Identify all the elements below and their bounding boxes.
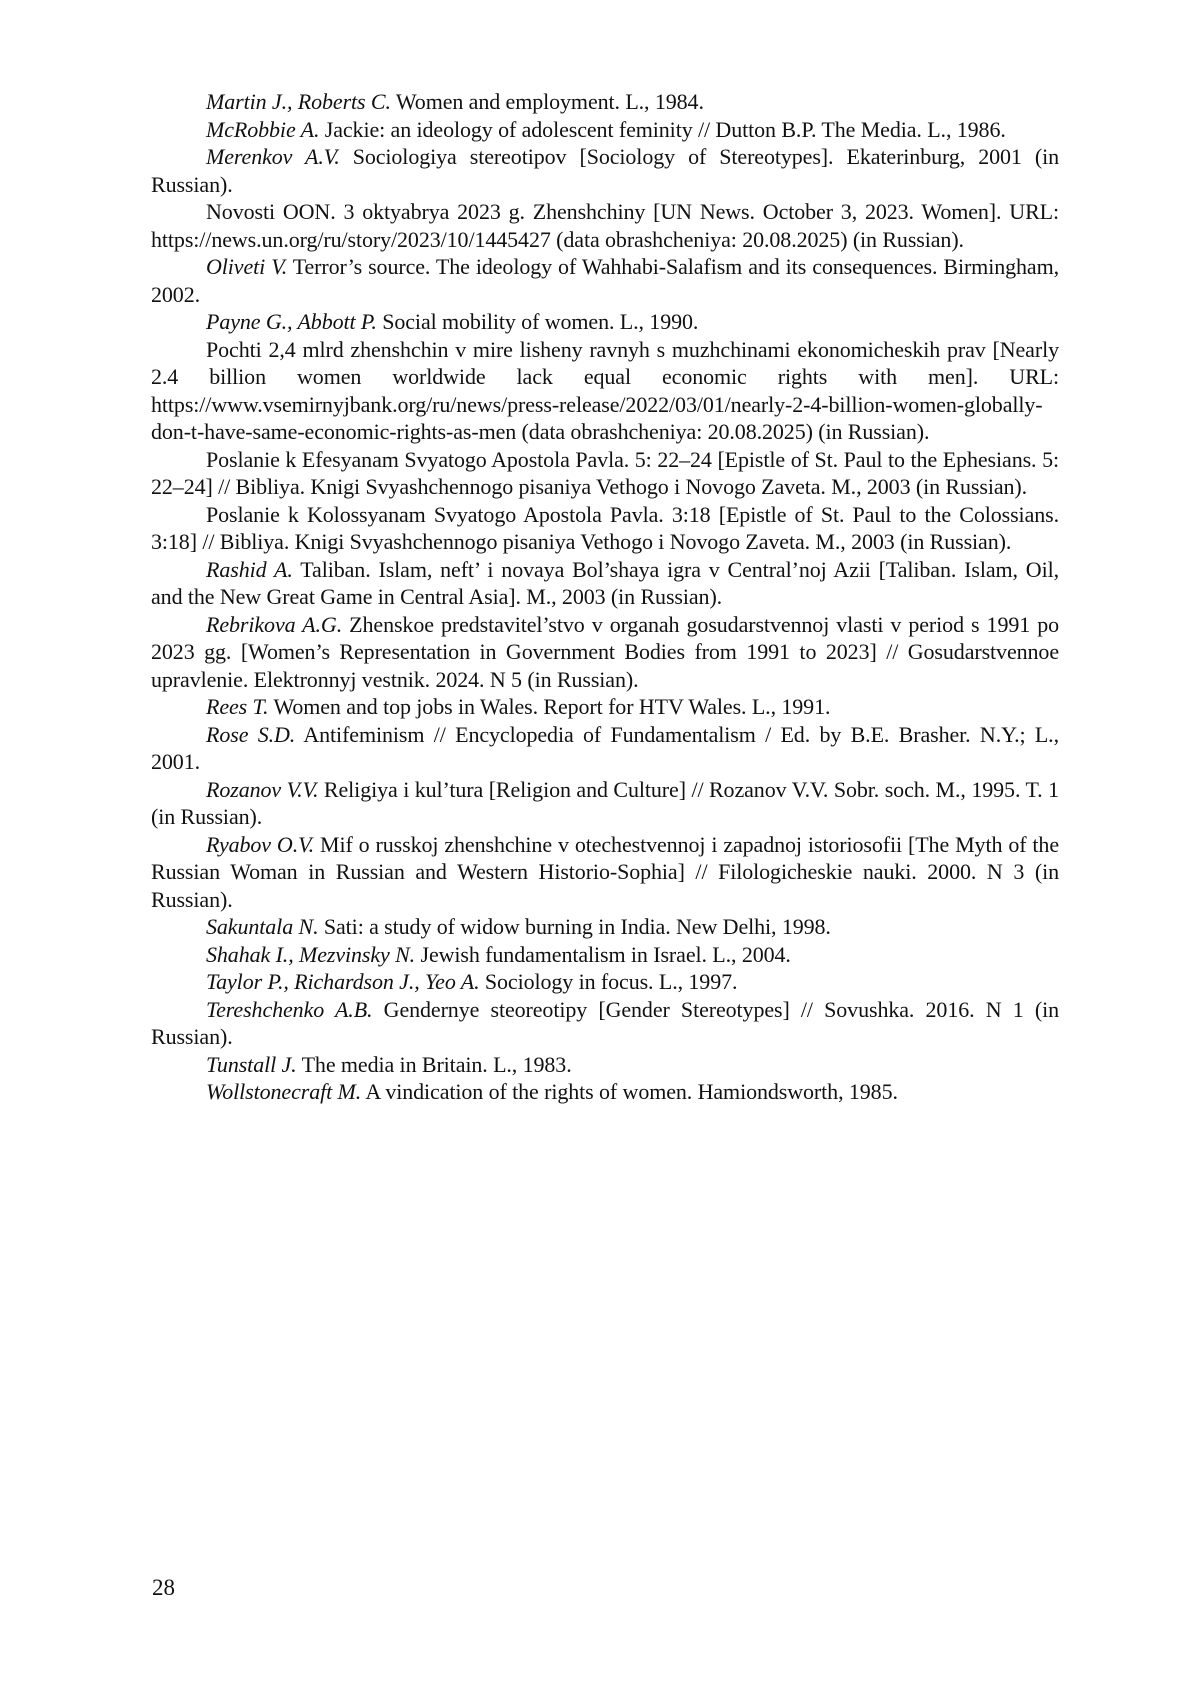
reference-entry xyxy=(151,143,1059,198)
reference-text: Jewish fundamentalism in Israel. L., 2004. xyxy=(415,941,791,967)
reference-entry xyxy=(151,996,1059,1051)
reference-author: Tereshchenko A.B. xyxy=(206,996,373,1022)
reference-entry xyxy=(151,611,1059,694)
reference-entry xyxy=(151,1051,1059,1079)
reference-entry xyxy=(151,1078,1059,1106)
reference-entry xyxy=(151,116,1059,144)
reference-entry xyxy=(151,308,1059,336)
references-list xyxy=(151,88,1059,1106)
reference-text: Poslanie k Kolossyanam Svyatogo Apostola Pavla. 3:18 [Epistle of St. Paul to the Colossians. 3:18] // Bibliya. Knigi Svyashchennogo pisaniya Vethogo i Novogo Zaveta. M., 2003 (in Russian). xyxy=(151,501,1059,554)
reference-text: Gendernye steoreotipy [Gender Stereotypes] // Sovushka. 2016. N 1 (in Russian). xyxy=(151,996,1059,1049)
reference-author: Payne G., Abbott P. xyxy=(206,309,377,334)
reference-text: The media in Britain. L., 1983. xyxy=(296,1051,572,1077)
reference-text: Taliban. Islam, neft’ i novaya Bol’shaya igra v Central’noj Azii [Taliban. Islam, Oil, and the New Great Game in Central Asia]. M., 2003 (in Russian). xyxy=(151,556,1059,609)
reference-text: Mif o russkoj zhenshchine v otechestvennoj i zapadnoj istoriosofii [The Myth of the Russian Woman in Russian and Western Historio-Sophia] // Filologicheskie nauki. 2000. N 3 (in Russian). xyxy=(151,831,1059,912)
reference-author: Rees T. xyxy=(206,694,269,719)
reference-author: Tunstall J. xyxy=(206,1051,297,1077)
reference-text: Religiya i kul’tura [Religion and Culture] // Rozanov V.V. Sobr. soch. M., 1995. T. 1 (in Russian). xyxy=(151,776,1059,829)
reference-text: Antifeminism // Encyclopedia of Fundamentalism / Ed. by B.E. Brasher. N.Y.; L., 2001. xyxy=(151,721,1059,774)
reference-author: Wollstonecraft M. xyxy=(206,1079,362,1104)
reference-entry xyxy=(151,336,1059,446)
reference-entry xyxy=(151,776,1059,831)
reference-text: Sociology in focus. L., 1997. xyxy=(479,969,738,994)
reference-entry xyxy=(151,693,1059,721)
reference-author: Shahak I., Mezvinsky N. xyxy=(206,941,416,967)
reference-text: Women and top jobs in Wales. Report for HTV Wales. L., 1991. xyxy=(268,694,831,719)
reference-author: Martin J., Roberts C. xyxy=(206,89,391,114)
page-number: 28 xyxy=(152,1575,175,1600)
reference-entry xyxy=(151,198,1059,253)
reference-author: Ryabov O.V. xyxy=(206,831,315,857)
reference-text: Pochti 2,4 mlrd zhenshchin v mire lisheny ravnyh s muzhchinami ekonomicheskih prav [Nearly 2.4 billion women worldwide lack equal economic rights with men]. URL: https://www.vsemirnyjbank.org/ru/news/press-release/2022/03/01/nearly-2-4-billion-women-globally-don-t-have-same-economic-rights-as-men (data obrashcheniya: 20.08.2025) (in Russian). xyxy=(151,336,1059,444)
reference-author: Sakuntala N. xyxy=(206,914,319,939)
reference-text: Novosti OON. 3 oktyabrya 2023 g. Zhenshchiny [UN News. October 3, 2023. Women]. URL: https://news.un.org/ru/story/2023/10/1445427 (data obrashcheniya: 20.08.2025) (in Russian). xyxy=(151,199,1059,252)
reference-text: Social mobility of women. L., 1990. xyxy=(376,309,699,334)
reference-text: A vindication of the rights of women. Hamiondsworth, 1985. xyxy=(361,1079,898,1104)
reference-entry xyxy=(151,968,1059,996)
reference-entry xyxy=(151,501,1059,556)
reference-entry xyxy=(151,831,1059,914)
reference-author: Oliveti V. xyxy=(206,254,288,279)
reference-author: Rebrikova A.G. xyxy=(206,611,343,637)
reference-author: Rozanov V.V. xyxy=(206,776,319,802)
reference-text: Jackie: an ideology of adolescent feminity // Dutton B.P. The Media. L., 1986. xyxy=(319,116,1006,142)
reference-entry xyxy=(151,253,1059,308)
reference-author: Rose S.D. xyxy=(206,721,296,747)
reference-text: Women and employment. L., 1984. xyxy=(390,89,704,114)
reference-entry xyxy=(151,446,1059,501)
reference-entry xyxy=(151,913,1059,941)
reference-text: Terror’s source. The ideology of Wahhabi-Salafism and its consequences. Birmingham, 2002. xyxy=(151,254,1059,307)
reference-author: Merenkov A.V. xyxy=(206,144,340,169)
reference-entry xyxy=(151,556,1059,611)
reference-author: McRobbie A. xyxy=(206,116,320,142)
reference-entry xyxy=(151,721,1059,776)
reference-author: Taylor P., Richardson J., Yeo A. xyxy=(206,969,480,994)
reference-entry xyxy=(151,941,1059,969)
reference-text: Zhenskoe predstavitel’stvo v organah gosudarstvennoj vlasti v period s 1991 po 2023 gg. [Women’s Representation in Government Bodies from 1991 to 2023] // Gosudarstvennoe upravlenie. Elektronnyj vestnik. 2024. N 5 (in Russian). xyxy=(151,611,1060,692)
reference-author: Rashid A. xyxy=(206,556,293,582)
reference-entry xyxy=(151,88,1059,116)
reference-text: Sati: a study of widow burning in India. New Delhi, 1998. xyxy=(318,914,831,939)
reference-text: Sociologiya stereotipov [Sociology of Stereotypes]. Ekaterinburg, 2001 (in Russian). xyxy=(151,144,1059,197)
reference-text: Poslanie k Efesyanam Svyatogo Apostola Pavla. 5: 22–24 [Epistle of St. Paul to the Ephesians. 5: 22–24] // Bibliya. Knigi Svyashchennogo pisaniya Vethogo i Novogo Zaveta. M., 2003 (in Russian). xyxy=(151,446,1059,499)
